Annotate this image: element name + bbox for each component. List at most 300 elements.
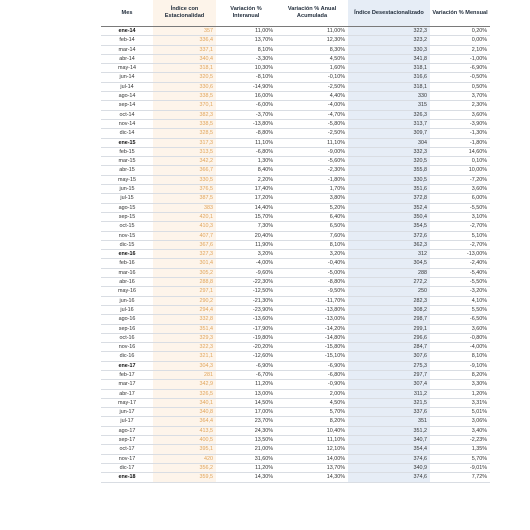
cell-variacion-mensual: -5,50% xyxy=(430,278,490,287)
cell-variacion-interanual: 17,00% xyxy=(216,408,276,417)
cell-variacion-mensual: 5,01% xyxy=(430,408,490,417)
cell-variacion-interanual: 24,30% xyxy=(216,426,276,435)
cell-variacion-anual-acumulada: 11,00% xyxy=(276,27,348,36)
cell-mes: jul-14 xyxy=(101,82,153,91)
cell-variacion-mensual: -9,01% xyxy=(430,463,490,472)
cell-variacion-mensual: -1,80% xyxy=(430,138,490,147)
cell-mes: sep-14 xyxy=(101,101,153,110)
cell-mes: may-17 xyxy=(101,398,153,407)
cell-indice-desestacionalizado: 311,2 xyxy=(348,389,430,398)
cell-variacion-anual-acumulada: -2,50% xyxy=(276,82,348,91)
cell-variacion-anual-acumulada: -14,80% xyxy=(276,333,348,342)
cell-indice-estacionalidad: 407,7 xyxy=(153,231,216,240)
cell-variacion-interanual: -20,20% xyxy=(216,343,276,352)
cell-variacion-interanual: 17,20% xyxy=(216,194,276,203)
table-row xyxy=(101,408,490,417)
cell-variacion-mensual: -5,40% xyxy=(430,268,490,277)
cell-variacion-interanual: -19,80% xyxy=(216,333,276,342)
table-row xyxy=(101,361,490,370)
cell-mes: mar-17 xyxy=(101,380,153,389)
cell-mes: oct-17 xyxy=(101,445,153,454)
cell-indice-desestacionalizado: 304 xyxy=(348,138,430,147)
cell-indice-estacionalidad: 326,5 xyxy=(153,389,216,398)
cell-indice-estacionalidad: 304,3 xyxy=(153,361,216,370)
cell-indice-estacionalidad: 317,3 xyxy=(153,138,216,147)
cell-variacion-mensual: 3,60% xyxy=(430,110,490,119)
cell-indice-desestacionalizado: 351 xyxy=(348,417,430,426)
cell-indice-desestacionalizado: 313,7 xyxy=(348,119,430,128)
cell-variacion-interanual: -9,60% xyxy=(216,268,276,277)
cell-variacion-anual-acumulada: -0,10% xyxy=(276,73,348,82)
cell-variacion-anual-acumulada: 8,10% xyxy=(276,240,348,249)
table-row xyxy=(101,82,490,91)
cell-variacion-interanual: 2,20% xyxy=(216,175,276,184)
cell-indice-estacionalidad: 328,5 xyxy=(153,129,216,138)
cell-mes: oct-15 xyxy=(101,222,153,231)
cell-variacion-interanual: -8,10% xyxy=(216,73,276,82)
table-row xyxy=(101,157,490,166)
cell-indice-desestacionalizado: 352,4 xyxy=(348,203,430,212)
cell-variacion-anual-acumulada: 3,80% xyxy=(276,194,348,203)
cell-variacion-mensual: 3,31% xyxy=(430,398,490,407)
cell-indice-desestacionalizado: 350,4 xyxy=(348,212,430,221)
cell-indice-desestacionalizado: 288 xyxy=(348,268,430,277)
cell-variacion-interanual: 3,20% xyxy=(216,250,276,259)
cell-indice-estacionalidad: 410,3 xyxy=(153,222,216,231)
table-row xyxy=(101,203,490,212)
cell-mes: ene-15 xyxy=(101,138,153,147)
cell-variacion-mensual: -0,50% xyxy=(430,73,490,82)
cell-indice-desestacionalizado: 332,3 xyxy=(348,147,430,156)
cell-indice-estacionalidad: 338,5 xyxy=(153,119,216,128)
table-row xyxy=(101,324,490,333)
cell-indice-estacionalidad: 301,4 xyxy=(153,259,216,268)
cell-variacion-mensual: 3,30% xyxy=(430,380,490,389)
cell-variacion-anual-acumulada: -6,90% xyxy=(276,361,348,370)
cell-variacion-anual-acumulada: -9,50% xyxy=(276,287,348,296)
cell-mes: jun-15 xyxy=(101,185,153,194)
cell-indice-estacionalidad: 330,6 xyxy=(153,82,216,91)
table-row xyxy=(101,212,490,221)
cell-indice-desestacionalizado: 297,7 xyxy=(348,370,430,379)
table-row xyxy=(101,315,490,324)
cell-mes: ago-17 xyxy=(101,426,153,435)
cell-mes: may-15 xyxy=(101,175,153,184)
table-row xyxy=(101,27,490,36)
table-row xyxy=(101,185,490,194)
cell-mes: oct-14 xyxy=(101,110,153,119)
table-row xyxy=(101,473,490,482)
cell-mes: dic-16 xyxy=(101,352,153,361)
cell-mes: ene-14 xyxy=(101,27,153,36)
table-row xyxy=(101,287,490,296)
cell-indice-desestacionalizado: 275,3 xyxy=(348,361,430,370)
cell-variacion-interanual: -22,30% xyxy=(216,278,276,287)
cell-variacion-interanual: -14,90% xyxy=(216,82,276,91)
cell-indice-desestacionalizado: 250 xyxy=(348,287,430,296)
cell-indice-desestacionalizado: 296,6 xyxy=(348,333,430,342)
cell-variacion-mensual: 5,10% xyxy=(430,231,490,240)
cell-mes: ago-14 xyxy=(101,92,153,101)
cell-indice-desestacionalizado: 299,1 xyxy=(348,324,430,333)
cell-variacion-mensual: 7,72% xyxy=(430,473,490,482)
data-table xyxy=(101,0,490,483)
cell-variacion-interanual: 10,30% xyxy=(216,64,276,73)
cell-variacion-anual-acumulada: 2,00% xyxy=(276,389,348,398)
cell-indice-estacionalidad: 336,4 xyxy=(153,36,216,45)
table-row xyxy=(101,343,490,352)
cell-indice-desestacionalizado: 307,4 xyxy=(348,380,430,389)
cell-variacion-anual-acumulada: -13,80% xyxy=(276,305,348,314)
table-row xyxy=(101,278,490,287)
cell-indice-estacionalidad: 340,4 xyxy=(153,54,216,63)
table-row xyxy=(101,119,490,128)
cell-variacion-interanual: -8,80% xyxy=(216,129,276,138)
data-sheet xyxy=(101,0,490,483)
cell-indice-estacionalidad: 367,6 xyxy=(153,240,216,249)
cell-indice-estacionalidad: 366,7 xyxy=(153,166,216,175)
cell-indice-desestacionalizado: 304,5 xyxy=(348,259,430,268)
cell-variacion-anual-acumulada: -0,40% xyxy=(276,259,348,268)
cell-indice-desestacionalizado: 318,1 xyxy=(348,64,430,73)
cell-variacion-anual-acumulada: 1,70% xyxy=(276,185,348,194)
cell-variacion-anual-acumulada: -11,70% xyxy=(276,296,348,305)
cell-indice-estacionalidad: 351,4 xyxy=(153,324,216,333)
cell-variacion-mensual: -6,90% xyxy=(430,64,490,73)
cell-variacion-mensual: 4,10% xyxy=(430,296,490,305)
header-variacion-anual-acumulada: Variación % Anual Acumulada xyxy=(276,0,348,27)
cell-variacion-anual-acumulada: -4,70% xyxy=(276,110,348,119)
table-row xyxy=(101,240,490,249)
cell-indice-estacionalidad: 318,1 xyxy=(153,64,216,73)
cell-mes: sep-16 xyxy=(101,324,153,333)
header-mes: Mes xyxy=(101,0,153,27)
table-row xyxy=(101,73,490,82)
cell-indice-estacionalidad: 342,9 xyxy=(153,380,216,389)
cell-indice-desestacionalizado: 272,2 xyxy=(348,278,430,287)
cell-variacion-anual-acumulada: 4,50% xyxy=(276,398,348,407)
cell-mes: oct-16 xyxy=(101,333,153,342)
cell-mes: mar-15 xyxy=(101,157,153,166)
table-row xyxy=(101,222,490,231)
cell-indice-estacionalidad: 281 xyxy=(153,370,216,379)
cell-indice-estacionalidad: 359,5 xyxy=(153,473,216,482)
cell-variacion-anual-acumulada: 14,30% xyxy=(276,473,348,482)
cell-indice-desestacionalizado: 351,6 xyxy=(348,185,430,194)
cell-mes: dic-14 xyxy=(101,129,153,138)
table-row xyxy=(101,389,490,398)
cell-variacion-anual-acumulada: -15,10% xyxy=(276,352,348,361)
cell-variacion-anual-acumulada: 11,10% xyxy=(276,138,348,147)
cell-variacion-interanual: 8,10% xyxy=(216,45,276,54)
cell-indice-estacionalidad: 342,2 xyxy=(153,157,216,166)
cell-variacion-mensual: -1,30% xyxy=(430,129,490,138)
cell-variacion-anual-acumulada: 13,70% xyxy=(276,463,348,472)
cell-indice-estacionalidad: 338,5 xyxy=(153,92,216,101)
cell-mes: nov-14 xyxy=(101,119,153,128)
cell-variacion-anual-acumulada: -13,00% xyxy=(276,315,348,324)
cell-mes: abr-17 xyxy=(101,389,153,398)
cell-variacion-mensual: 1,35% xyxy=(430,445,490,454)
cell-variacion-mensual: 10,00% xyxy=(430,166,490,175)
cell-variacion-interanual: 11,20% xyxy=(216,463,276,472)
cell-variacion-interanual: -4,00% xyxy=(216,259,276,268)
cell-mes: dic-15 xyxy=(101,240,153,249)
cell-indice-estacionalidad: 288,8 xyxy=(153,278,216,287)
cell-mes: mar-16 xyxy=(101,268,153,277)
cell-variacion-anual-acumulada: -8,80% xyxy=(276,278,348,287)
cell-variacion-interanual: -21,30% xyxy=(216,296,276,305)
cell-variacion-interanual: 13,70% xyxy=(216,36,276,45)
cell-indice-estacionalidad: 413,5 xyxy=(153,426,216,435)
header-row xyxy=(101,0,490,27)
cell-variacion-interanual: -3,70% xyxy=(216,110,276,119)
table-row xyxy=(101,36,490,45)
cell-variacion-mensual: -4,00% xyxy=(430,343,490,352)
cell-mes: jun-14 xyxy=(101,73,153,82)
cell-variacion-interanual: 1,30% xyxy=(216,157,276,166)
cell-variacion-anual-acumulada: 12,30% xyxy=(276,36,348,45)
cell-variacion-anual-acumulada: -15,80% xyxy=(276,343,348,352)
cell-variacion-interanual: 20,40% xyxy=(216,231,276,240)
cell-indice-estacionalidad: 356,2 xyxy=(153,463,216,472)
table-row xyxy=(101,92,490,101)
cell-variacion-interanual: -13,80% xyxy=(216,119,276,128)
cell-indice-estacionalidad: 340,1 xyxy=(153,398,216,407)
cell-indice-desestacionalizado: 330,3 xyxy=(348,45,430,54)
cell-variacion-anual-acumulada: 3,20% xyxy=(276,250,348,259)
cell-variacion-mensual: 0,20% xyxy=(430,27,490,36)
cell-variacion-mensual: 8,10% xyxy=(430,352,490,361)
cell-variacion-anual-acumulada: -9,00% xyxy=(276,147,348,156)
cell-mes: jul-15 xyxy=(101,194,153,203)
cell-indice-estacionalidad: 420 xyxy=(153,454,216,463)
cell-variacion-mensual: 3,60% xyxy=(430,324,490,333)
cell-variacion-interanual: -3,30% xyxy=(216,54,276,63)
cell-variacion-anual-acumulada: -2,30% xyxy=(276,166,348,175)
cell-indice-estacionalidad: 337,1 xyxy=(153,45,216,54)
cell-indice-estacionalidad: 400,5 xyxy=(153,436,216,445)
cell-variacion-anual-acumulada: 12,10% xyxy=(276,445,348,454)
cell-indice-estacionalidad: 330,5 xyxy=(153,175,216,184)
cell-indice-estacionalidad: 305,2 xyxy=(153,268,216,277)
cell-indice-estacionalidad: 420,1 xyxy=(153,212,216,221)
cell-variacion-interanual: 7,30% xyxy=(216,222,276,231)
cell-indice-desestacionalizado: 282,3 xyxy=(348,296,430,305)
table-row xyxy=(101,463,490,472)
cell-variacion-anual-acumulada: 4,50% xyxy=(276,54,348,63)
table-row xyxy=(101,417,490,426)
cell-indice-estacionalidad: 313,5 xyxy=(153,147,216,156)
cell-variacion-interanual: -6,90% xyxy=(216,361,276,370)
cell-variacion-mensual: 0,00% xyxy=(430,36,490,45)
table-row xyxy=(101,305,490,314)
cell-indice-desestacionalizado: 330,5 xyxy=(348,175,430,184)
table-row xyxy=(101,268,490,277)
cell-indice-desestacionalizado: 374,6 xyxy=(348,454,430,463)
cell-variacion-interanual: 11,10% xyxy=(216,138,276,147)
cell-indice-desestacionalizado: 321,5 xyxy=(348,398,430,407)
cell-indice-desestacionalizado: 355,8 xyxy=(348,166,430,175)
table-row xyxy=(101,175,490,184)
cell-variacion-mensual: -13,00% xyxy=(430,250,490,259)
cell-variacion-anual-acumulada: -2,50% xyxy=(276,129,348,138)
cell-variacion-anual-acumulada: 1,60% xyxy=(276,64,348,73)
cell-mes: abr-14 xyxy=(101,54,153,63)
cell-mes: abr-16 xyxy=(101,278,153,287)
cell-variacion-mensual: 1,20% xyxy=(430,389,490,398)
cell-variacion-anual-acumulada: 11,10% xyxy=(276,436,348,445)
cell-variacion-anual-acumulada: -6,80% xyxy=(276,370,348,379)
cell-variacion-interanual: -12,60% xyxy=(216,352,276,361)
table-row xyxy=(101,231,490,240)
cell-variacion-interanual: 11,20% xyxy=(216,380,276,389)
cell-variacion-interanual: 14,50% xyxy=(216,398,276,407)
cell-indice-estacionalidad: 322,3 xyxy=(153,343,216,352)
cell-indice-desestacionalizado: 330 xyxy=(348,92,430,101)
cell-indice-estacionalidad: 357 xyxy=(153,27,216,36)
table-row xyxy=(101,101,490,110)
cell-indice-desestacionalizado: 372,6 xyxy=(348,231,430,240)
cell-indice-estacionalidad: 297,1 xyxy=(153,287,216,296)
cell-indice-estacionalidad: 383 xyxy=(153,203,216,212)
cell-variacion-mensual: -2,23% xyxy=(430,436,490,445)
cell-variacion-anual-acumulada: -4,00% xyxy=(276,101,348,110)
cell-variacion-mensual: -3,90% xyxy=(430,119,490,128)
cell-variacion-anual-acumulada: -5,80% xyxy=(276,119,348,128)
cell-variacion-anual-acumulada: 6,50% xyxy=(276,222,348,231)
table-row xyxy=(101,129,490,138)
table-row xyxy=(101,45,490,54)
cell-variacion-interanual: -17,90% xyxy=(216,324,276,333)
cell-variacion-interanual: 13,50% xyxy=(216,436,276,445)
cell-indice-desestacionalizado: 323,2 xyxy=(348,36,430,45)
cell-variacion-interanual: -6,00% xyxy=(216,101,276,110)
cell-indice-desestacionalizado: 354,4 xyxy=(348,445,430,454)
cell-variacion-mensual: 3,70% xyxy=(430,92,490,101)
cell-variacion-interanual: -6,80% xyxy=(216,147,276,156)
cell-indice-estacionalidad: 395,1 xyxy=(153,445,216,454)
cell-mes: feb-16 xyxy=(101,259,153,268)
cell-indice-desestacionalizado: 351,2 xyxy=(348,426,430,435)
cell-variacion-mensual: 0,10% xyxy=(430,157,490,166)
cell-variacion-interanual: -6,70% xyxy=(216,370,276,379)
cell-variacion-anual-acumulada: 14,00% xyxy=(276,454,348,463)
cell-mes: may-14 xyxy=(101,64,153,73)
cell-indice-desestacionalizado: 318,1 xyxy=(348,82,430,91)
cell-indice-desestacionalizado: 307,6 xyxy=(348,352,430,361)
table-row xyxy=(101,436,490,445)
cell-mes: may-16 xyxy=(101,287,153,296)
cell-indice-desestacionalizado: 326,3 xyxy=(348,110,430,119)
cell-variacion-interanual: -12,50% xyxy=(216,287,276,296)
cell-indice-desestacionalizado: 354,5 xyxy=(348,222,430,231)
cell-variacion-anual-acumulada: -1,80% xyxy=(276,175,348,184)
cell-variacion-anual-acumulada: 5,20% xyxy=(276,203,348,212)
cell-variacion-mensual: 0,50% xyxy=(430,82,490,91)
cell-variacion-mensual: -3,20% xyxy=(430,287,490,296)
cell-indice-estacionalidad: 320,5 xyxy=(153,73,216,82)
cell-variacion-mensual: 3,60% xyxy=(430,185,490,194)
cell-mes: ago-15 xyxy=(101,203,153,212)
cell-variacion-interanual: -23,90% xyxy=(216,305,276,314)
table-row xyxy=(101,370,490,379)
table-row xyxy=(101,259,490,268)
cell-indice-estacionalidad: 327,3 xyxy=(153,250,216,259)
cell-variacion-interanual: 11,00% xyxy=(216,27,276,36)
cell-variacion-interanual: 31,60% xyxy=(216,454,276,463)
cell-variacion-mensual: -0,80% xyxy=(430,333,490,342)
cell-indice-estacionalidad: 364,4 xyxy=(153,417,216,426)
table-row xyxy=(101,110,490,119)
table-row xyxy=(101,64,490,73)
cell-variacion-interanual: 21,00% xyxy=(216,445,276,454)
cell-indice-desestacionalizado: 298,7 xyxy=(348,315,430,324)
cell-indice-desestacionalizado: 340,7 xyxy=(348,436,430,445)
cell-indice-estacionalidad: 294,4 xyxy=(153,305,216,314)
cell-variacion-anual-acumulada: -5,00% xyxy=(276,268,348,277)
cell-mes: feb-14 xyxy=(101,36,153,45)
cell-indice-estacionalidad: 332,8 xyxy=(153,315,216,324)
cell-variacion-interanual: 16,00% xyxy=(216,92,276,101)
cell-indice-estacionalidad: 321,1 xyxy=(153,352,216,361)
table-row xyxy=(101,296,490,305)
cell-mes: jul-17 xyxy=(101,417,153,426)
cell-variacion-anual-acumulada: 10,40% xyxy=(276,426,348,435)
table-row xyxy=(101,333,490,342)
table-row xyxy=(101,166,490,175)
cell-indice-desestacionalizado: 284,7 xyxy=(348,343,430,352)
table-row xyxy=(101,147,490,156)
cell-variacion-interanual: 13,00% xyxy=(216,389,276,398)
cell-variacion-anual-acumulada: -14,20% xyxy=(276,324,348,333)
cell-indice-desestacionalizado: 341,8 xyxy=(348,54,430,63)
cell-indice-estacionalidad: 290,2 xyxy=(153,296,216,305)
cell-indice-desestacionalizado: 320,5 xyxy=(348,157,430,166)
cell-mes: sep-17 xyxy=(101,436,153,445)
cell-variacion-mensual: 5,70% xyxy=(430,454,490,463)
cell-mes: jun-17 xyxy=(101,408,153,417)
cell-indice-desestacionalizado: 337,6 xyxy=(348,408,430,417)
cell-indice-desestacionalizado: 308,2 xyxy=(348,305,430,314)
cell-mes: ene-16 xyxy=(101,250,153,259)
cell-indice-estacionalidad: 382,3 xyxy=(153,110,216,119)
cell-variacion-mensual: -1,00% xyxy=(430,54,490,63)
cell-variacion-anual-acumulada: -0,90% xyxy=(276,380,348,389)
cell-variacion-mensual: 14,60% xyxy=(430,147,490,156)
cell-mes: abr-15 xyxy=(101,166,153,175)
cell-mes: ene-17 xyxy=(101,361,153,370)
cell-variacion-mensual: 2,30% xyxy=(430,101,490,110)
header-variacion-interanual: Variación % Interanual xyxy=(216,0,276,27)
cell-mes: jun-16 xyxy=(101,296,153,305)
cell-mes: sep-15 xyxy=(101,212,153,221)
cell-mes: ene-18 xyxy=(101,473,153,482)
cell-indice-estacionalidad: 387,5 xyxy=(153,194,216,203)
cell-variacion-mensual: 3,06% xyxy=(430,417,490,426)
header-indice-estacionalidad: Índice con Estacionalidad xyxy=(153,0,216,27)
cell-variacion-mensual: 5,50% xyxy=(430,305,490,314)
table-row xyxy=(101,398,490,407)
table-row xyxy=(101,54,490,63)
cell-indice-desestacionalizado: 362,3 xyxy=(348,240,430,249)
cell-indice-desestacionalizado: 316,6 xyxy=(348,73,430,82)
cell-variacion-mensual: -7,20% xyxy=(430,175,490,184)
cell-variacion-anual-acumulada: 7,60% xyxy=(276,231,348,240)
table-row xyxy=(101,380,490,389)
cell-indice-desestacionalizado: 322,3 xyxy=(348,27,430,36)
cell-mes: jul-16 xyxy=(101,305,153,314)
